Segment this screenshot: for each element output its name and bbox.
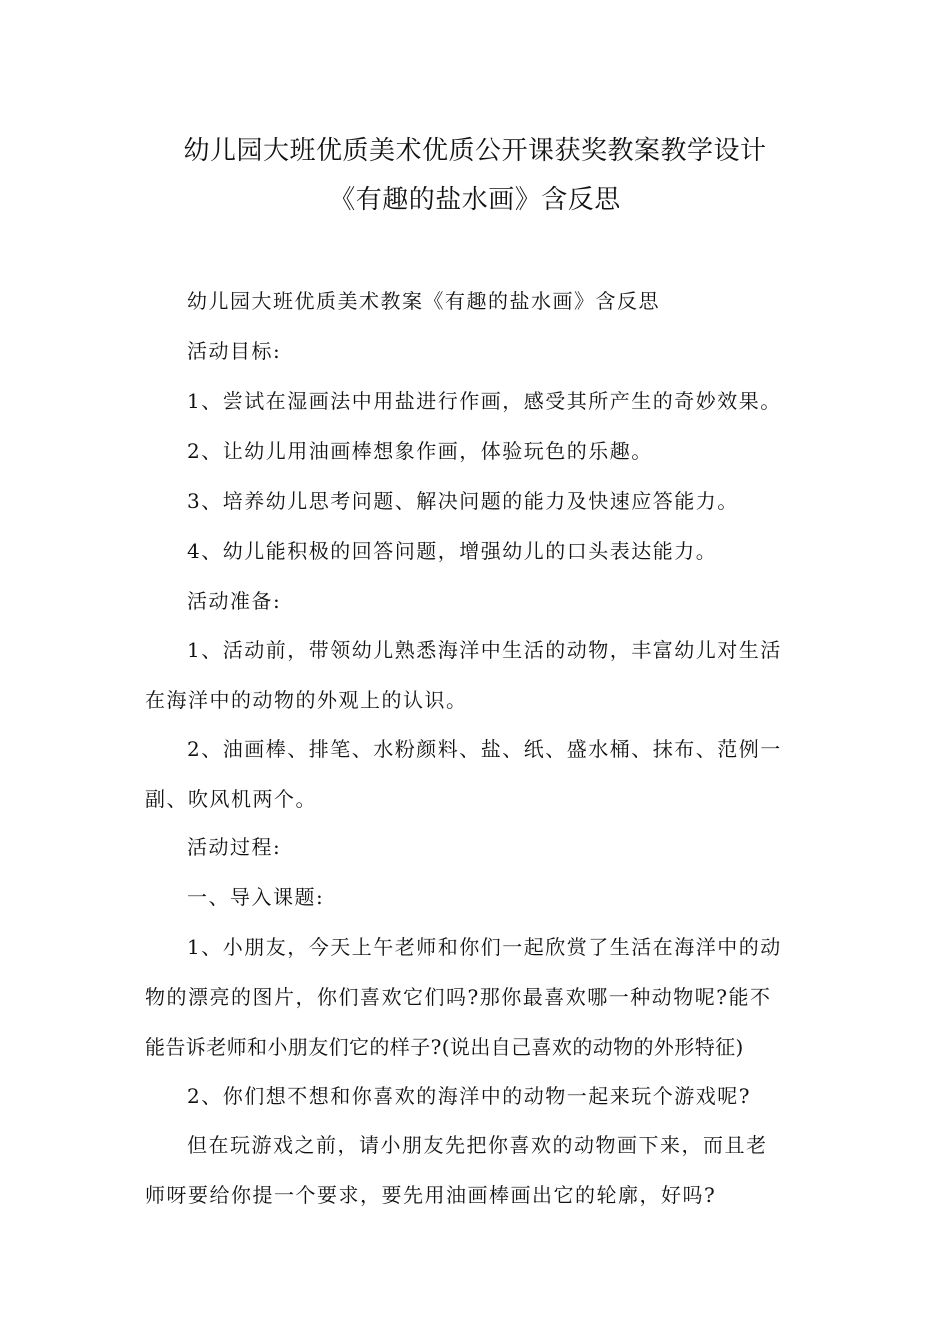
goal-item-2 [145,426,809,476]
text-line: 活动目标: [187,339,282,363]
text-line: 一、导入课题: [187,885,325,909]
text-line: 幼儿园大班优质美术教案《有趣的盐水画》含反思 [187,289,660,313]
text-line: 2、你们想不想和你喜欢的海洋中的动物一起来玩个游戏呢? [187,1084,751,1108]
text-line: 能告诉老师和小朋友们它的样子?(说出自己喜欢的动物的外形特征) [145,1035,744,1059]
text-line: 2、油画棒、排笔、水粉颜料、盐、纸、盛水桶、抹布、范例一 [187,737,782,761]
text-line: 但在玩游戏之前，请小朋友先把你喜欢的动物画下来，而且老 [187,1133,768,1157]
document-title-line-1: 幼儿园大班优质美术优质公开课获奖教案教学设计 [183,136,767,166]
section-heading-goals [145,326,809,376]
paragraph-subtitle [145,276,809,326]
text-line: 1、小朋友，今天上午老师和你们一起欣赏了生活在海洋中的动 [187,935,782,959]
text-line: 副、吹风机两个。 [145,787,317,811]
preparation-item-2 [145,724,809,824]
section-heading-preparation [145,576,809,626]
text-line: 活动过程: [187,835,282,859]
text-line: 物的漂亮的图片，你们喜欢它们吗?那你最喜欢哪一种动物呢?能不 [145,985,772,1009]
text-line: 活动准备: [187,589,282,613]
goal-item-1 [145,376,809,426]
text-line: 在海洋中的动物的外观上的认识。 [145,688,468,712]
goal-item-4 [145,526,809,576]
document-title-line-2: 《有趣的盐水画》含反思 [329,185,621,215]
process-paragraph-1 [145,922,809,1072]
process-paragraph-3 [145,1120,809,1220]
text-line: 1、活动前，带领幼儿熟悉海洋中生活的动物，丰富幼儿对生活 [187,638,782,662]
section-heading-process [145,822,809,872]
text-line: 2、让幼儿用油画棒想象作画，体验玩色的乐趣。 [187,439,653,463]
preparation-item-1 [145,625,809,725]
text-line: 4、幼儿能积极的回答问题，增强幼儿的口头表达能力。 [187,539,718,563]
process-step-heading-1 [145,872,809,922]
process-paragraph-2 [145,1071,809,1121]
text-line: 师呀要给你提一个要求，要先用油画棒画出它的轮廓，好吗? [145,1183,717,1207]
text-line: 1、尝试在湿画法中用盐进行作画，感受其所产生的奇妙效果。 [187,389,782,413]
text-line: 3、培养幼儿思考问题、解决问题的能力及快速应答能力。 [187,489,739,513]
goal-item-3 [145,476,809,526]
